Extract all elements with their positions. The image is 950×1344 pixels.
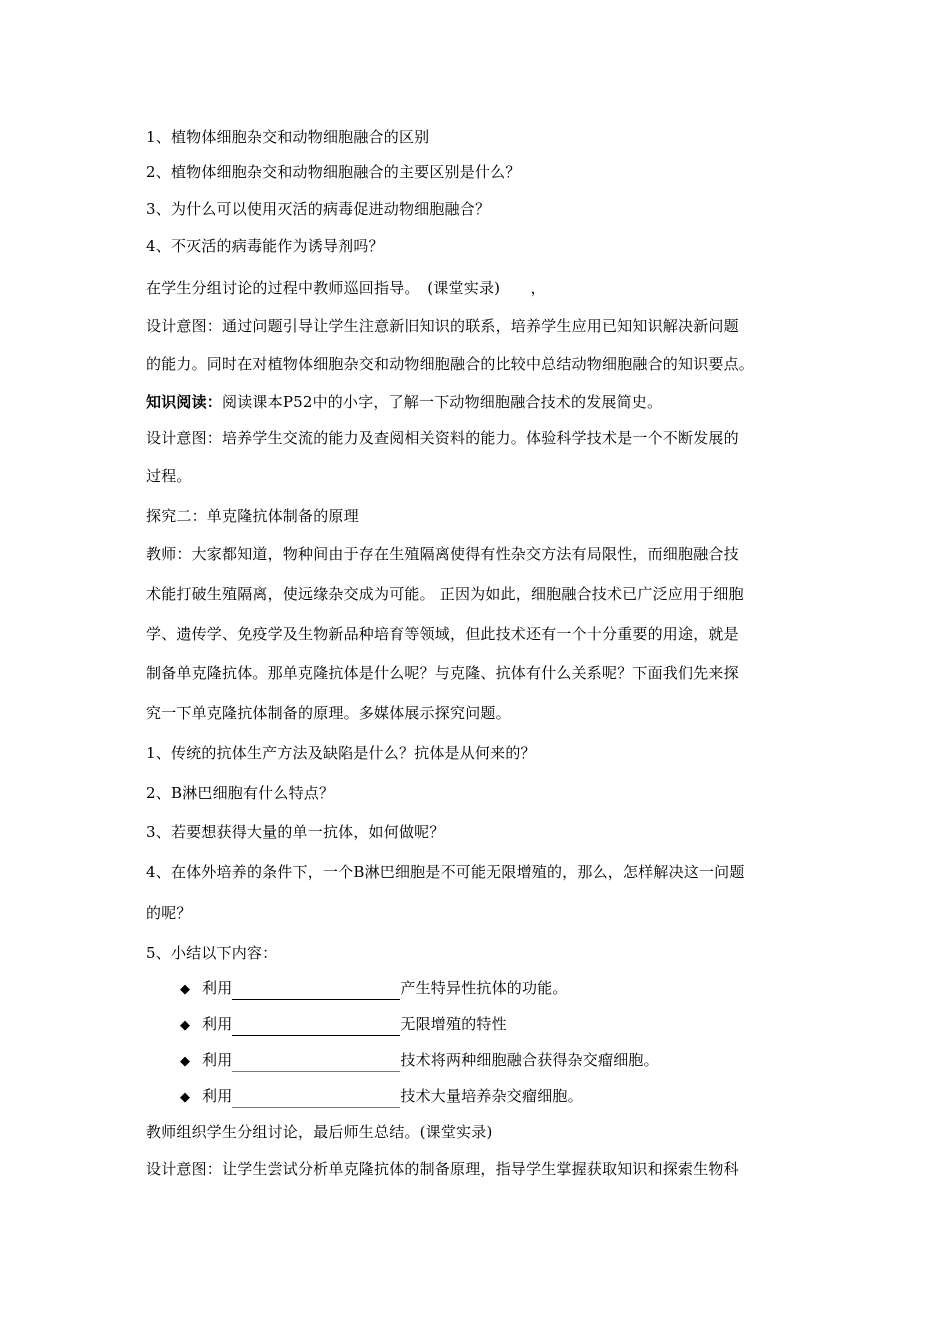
design-intent-1-line-2: 的能力。同时在对植物体细胞杂交和动物细胞融合的比较中总结动物细胞融合的知识要点。 [146, 355, 755, 373]
design-intent-3: 设计意图：让学生尝试分析单克隆抗体的制备原理，指导学生掌握获取知识和探索生物科 [146, 1160, 739, 1178]
question-2: 2、植物体细胞杂交和动物细胞融合的主要区别是什么？ [146, 163, 521, 181]
diamond-bullet-icon: ◆ [180, 1090, 191, 1105]
design-intent-2-line-2: 过程。 [146, 467, 192, 485]
fill-in-blank [232, 1055, 400, 1072]
teacher-text-line-3: 学、遗传学、免疫学及生物新品种培育等领域，但此技术还有一个十分重要的用途，就是 [146, 625, 739, 643]
summary-heading: 5、小结以下内容： [146, 944, 278, 962]
explore-question-4-line-1: 4、在体外培养的条件下，一个B淋巴细胞是不可能无限增殖的，那么，怎样解决这一问题 [146, 863, 745, 881]
knowledge-reading [146, 392, 662, 412]
question-1: 1、植物体细胞杂交和动物细胞融合的区别 [146, 128, 430, 146]
explore-question-4-line-2: 的呢？ [146, 904, 192, 922]
explore-question-1: 1、传统的抗体生产方法及缺陷是什么？抗体是从何来的？ [146, 744, 536, 762]
teacher-text-line-2: 术能打破生殖隔离，使远缘杂交成为可能。 正因为如此，细胞融合技术已广泛应用于细胞 [146, 585, 744, 603]
knowledge-reading-text: 阅读课本P52中的小字，了解一下动物细胞融合技术的发展简史。 [222, 393, 663, 411]
bullet-item: ◆ 利用 技术将两种细胞融合获得杂交瘤细胞。 [180, 1050, 659, 1072]
design-intent-1-line-1: 设计意图：通过问题引导让学生注意新旧知识的联系，培养学生应用已知知识解决新问题 [146, 317, 739, 335]
teacher-text-line-1: 教师：大家都知道，物种间由于存在生殖隔离使得有性杂交方法有局限性，而细胞融合技 [146, 545, 739, 563]
diamond-bullet-icon: ◆ [180, 982, 191, 997]
explore-question-2: 2、B淋巴细胞有什么特点？ [146, 784, 335, 802]
diamond-bullet-icon: ◆ [180, 1018, 191, 1033]
bullet-item: ◆ 利用 无限增殖的特性 [180, 1014, 507, 1036]
diamond-bullet-icon: ◆ [180, 1054, 191, 1069]
bullet-item: ◆ 利用 产生特异性抗体的功能。 [180, 978, 568, 1000]
knowledge-reading-label: 知识阅读： [146, 393, 223, 411]
design-intent-2-line-1: 设计意图：培养学生交流的能力及查阅相关资料的能力。体验科学技术是一个不断发展的 [146, 429, 739, 447]
teacher-guidance: 在学生分组讨论的过程中教师巡回指导。 (课堂实录) ， [146, 279, 546, 297]
fill-in-blank [232, 983, 400, 1000]
section-heading-explore-2: 探究二：单克隆抗体制备的原理 [146, 507, 359, 525]
fill-in-blank [232, 1091, 400, 1108]
explore-question-3: 3、若要想获得大量的单一抗体，如何做呢？ [146, 823, 445, 841]
bullet-item: ◆ 利用 技术大量培养杂交瘤细胞。 [180, 1086, 583, 1108]
question-3: 3、为什么可以使用灭活的病毒促进动物细胞融合？ [146, 200, 491, 218]
teacher-text-line-4: 制备单克隆抗体。那单克隆抗体是什么呢？与克隆、抗体有什么关系呢？下面我们先来探 [146, 664, 739, 682]
fill-in-blank [232, 1019, 400, 1036]
teacher-summary: 教师组织学生分组讨论，最后师生总结。(课堂实录) [146, 1123, 493, 1141]
teacher-text-line-5: 究一下单克隆抗体制备的原理。多媒体展示探究问题。 [146, 704, 511, 722]
question-4: 4、不灭活的病毒能作为诱导剂吗？ [146, 237, 384, 255]
